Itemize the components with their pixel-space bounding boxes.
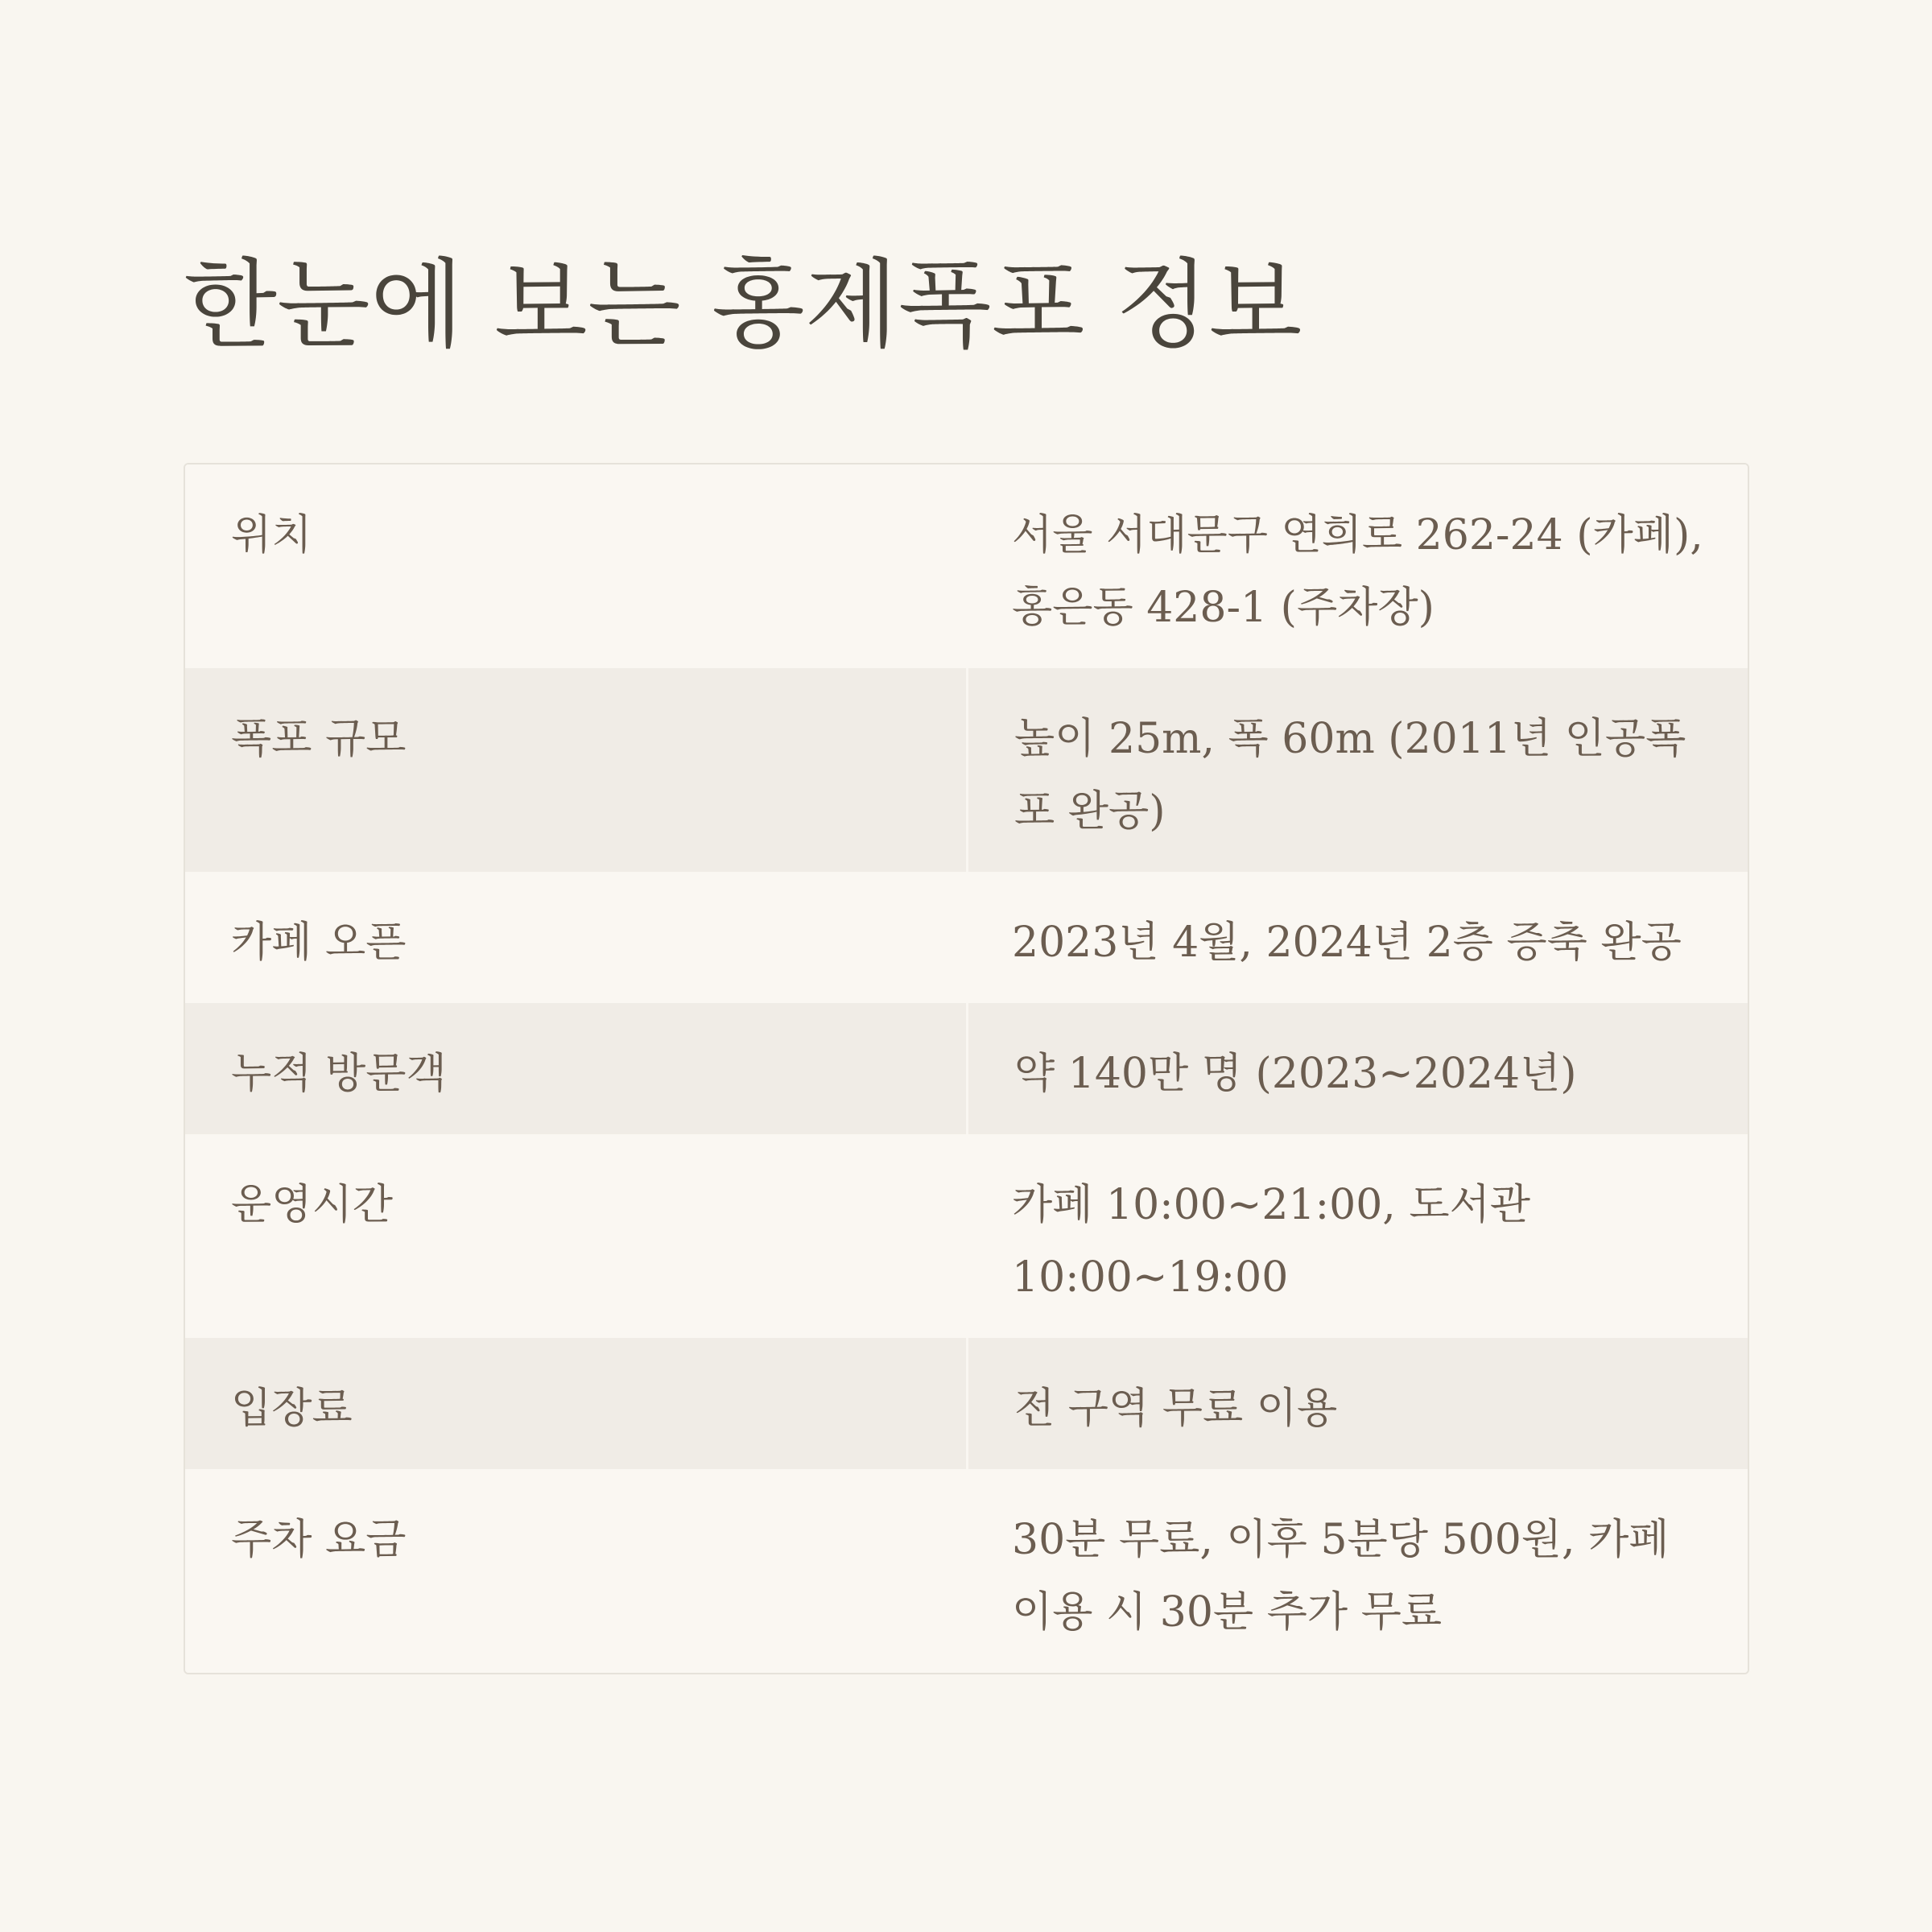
table-row-cafe-open: [185, 872, 1748, 1003]
table-row-hours: [185, 1134, 1748, 1338]
row-label: 입장료: [231, 1385, 353, 1433]
row-label: 누적 방문객: [231, 1050, 447, 1098]
row-value: 카페 10:00~21:00, 도서관 10:00~19:00: [1012, 1181, 1531, 1302]
row-value: 약 140만 명 (2023~2024년): [966, 1003, 1748, 1134]
table-row-parking: [185, 1469, 1748, 1673]
row-label: 주차 요금: [231, 1516, 407, 1564]
row-label: 운영시간: [231, 1181, 393, 1229]
row-label: 카페 오픈: [231, 919, 407, 967]
row-label: 위치: [231, 511, 312, 559]
table-row-visitors: [185, 1003, 1748, 1134]
row-value: 전 구역 무료 이용: [966, 1338, 1748, 1469]
row-value: 2023년 4월, 2024년 2층 증축 완공: [1012, 919, 1682, 967]
table-row-waterfall-size: [185, 668, 1748, 872]
table-row-admission: [185, 1338, 1748, 1469]
page-title: 한눈에 보는 홍제폭포 정보: [184, 250, 1302, 361]
row-value: 30분 무료, 이후 5분당 500원, 카페 이용 시 30분 추가 무료: [1012, 1516, 1670, 1637]
table-row-location: [185, 464, 1748, 668]
info-table: [184, 463, 1749, 1674]
row-value: 높이 25m, 폭 60m (2011년 인공폭포 완공): [966, 668, 1748, 872]
row-value: 서울 서대문구 연희로 262-24 (카페), 홍은동 428-1 (주차장): [1012, 511, 1703, 632]
row-label: 폭포 규모: [231, 715, 407, 763]
